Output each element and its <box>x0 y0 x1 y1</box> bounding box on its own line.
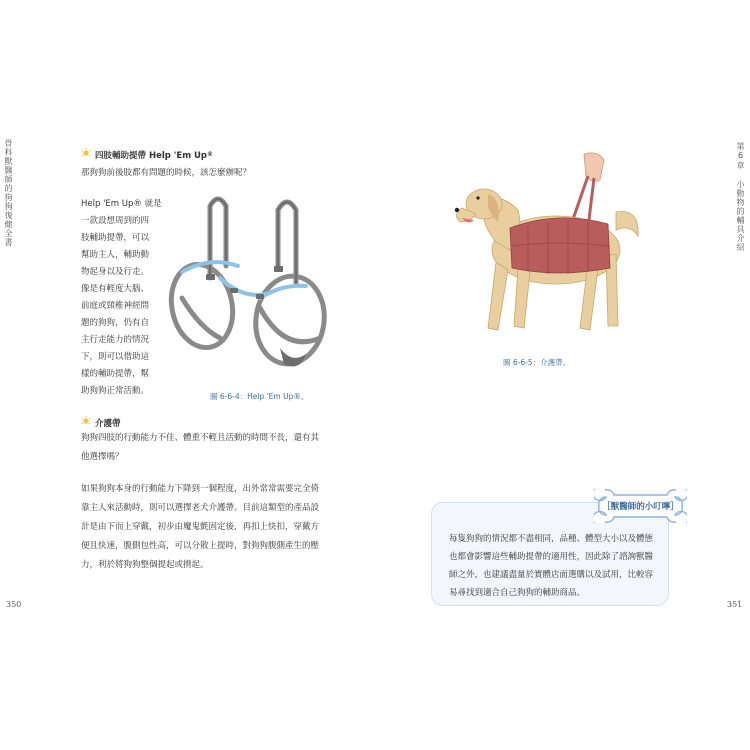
column-line: 前庭或頸椎神經問 <box>81 301 150 311</box>
column-line: 助狗狗正常活動。 <box>81 386 150 396</box>
column-line: 樣的輔助提帶，幫 <box>81 369 150 379</box>
paragraph-line: 他選擇嗎？ <box>81 452 124 462</box>
column-line: 下，則可以借助這 <box>81 352 150 362</box>
paragraph-line: 靠主人來活動時，則可以選擇老犬介護帶。目前這類型的產品設 <box>81 503 320 513</box>
lightbulb-icon <box>81 416 91 429</box>
dog-vest-illustration <box>448 150 648 340</box>
bone-label-badge <box>594 489 687 523</box>
figure-caption-6-6-4: 圖 6-6-4：Help 'Em Up®。 <box>210 392 309 401</box>
section-title-text: 介護帶 <box>95 418 121 429</box>
harness-illustration <box>160 188 340 386</box>
tip-line: 師之外，也建議盡量於實體店面選購以及試用，比較容 <box>449 570 654 580</box>
vet-tip-text <box>449 530 653 602</box>
right-running-title: 第6章 小動物的輔具介紹 <box>736 142 745 252</box>
paragraph-line: 計是由下而上穿戴，初步由魔鬼氈固定後，再扣上快扣，穿戴方 <box>81 522 320 532</box>
tip-line: 也都會影響這些輔助提帶的適用性，因此除了諮詢獸醫 <box>449 552 654 562</box>
column-line: 一款設想周到的四 <box>81 216 150 226</box>
column-line: 主行走能力的情況 <box>81 335 150 345</box>
tip-line: 每隻狗狗的情況都不盡相同，品種、體型大小以及體態 <box>449 534 654 544</box>
vet-tip-label: ［獸醫師的小叮嚀］ <box>602 502 679 512</box>
column-line: 物起身以及行走。 <box>81 267 150 277</box>
figure-caption-6-6-5: 圖 6-6-5：介護帶。 <box>503 358 571 367</box>
paragraph-line: 如果狗狗本身的行動能力下降到一個程度，出外常常需要完全倚 <box>81 484 320 494</box>
column-line: 幫助主人，輔助動 <box>81 250 150 260</box>
section2-paragraph <box>81 480 319 575</box>
section-title-help-em-up <box>81 148 213 161</box>
section-title-text: 四肢輔助提帶 Help 'Em Up <box>95 150 208 161</box>
right-page-number: 351 <box>727 600 743 609</box>
section-title-care-belt <box>81 416 121 429</box>
column-line: 肢輔助提帶，可以 <box>81 233 150 243</box>
paragraph-line: 狗狗四肢的行動能力不佳、體重不輕且活動的時間不長，還有其 <box>81 433 320 443</box>
section2-intro <box>81 429 319 467</box>
section1-intro: 那狗狗前後肢都有問題的時候，該怎麼辦呢？ <box>81 168 252 178</box>
column-line: Help 'Em Up® 就是 <box>81 199 162 209</box>
registered-mark: ® <box>207 151 214 158</box>
lightbulb-icon <box>81 148 91 161</box>
paragraph-line: 便且快速，腹側包性高，可以分散上提時，對狗狗腹側產生的壓 <box>81 541 320 551</box>
left-page-number: 350 <box>6 600 22 609</box>
paragraph-line: 力，利於將狗狗整個提起或揹起。 <box>81 560 209 570</box>
section1-column-text <box>81 196 162 400</box>
column-line: 題的狗狗，仍有自 <box>81 318 150 328</box>
left-running-title: 骨科獸醫師的狗狗復健全書 <box>4 139 13 247</box>
tip-line: 易尋找到適合自己狗狗的輔助商品。 <box>449 588 586 598</box>
column-line: 像是有輕度大腦、 <box>81 284 150 294</box>
